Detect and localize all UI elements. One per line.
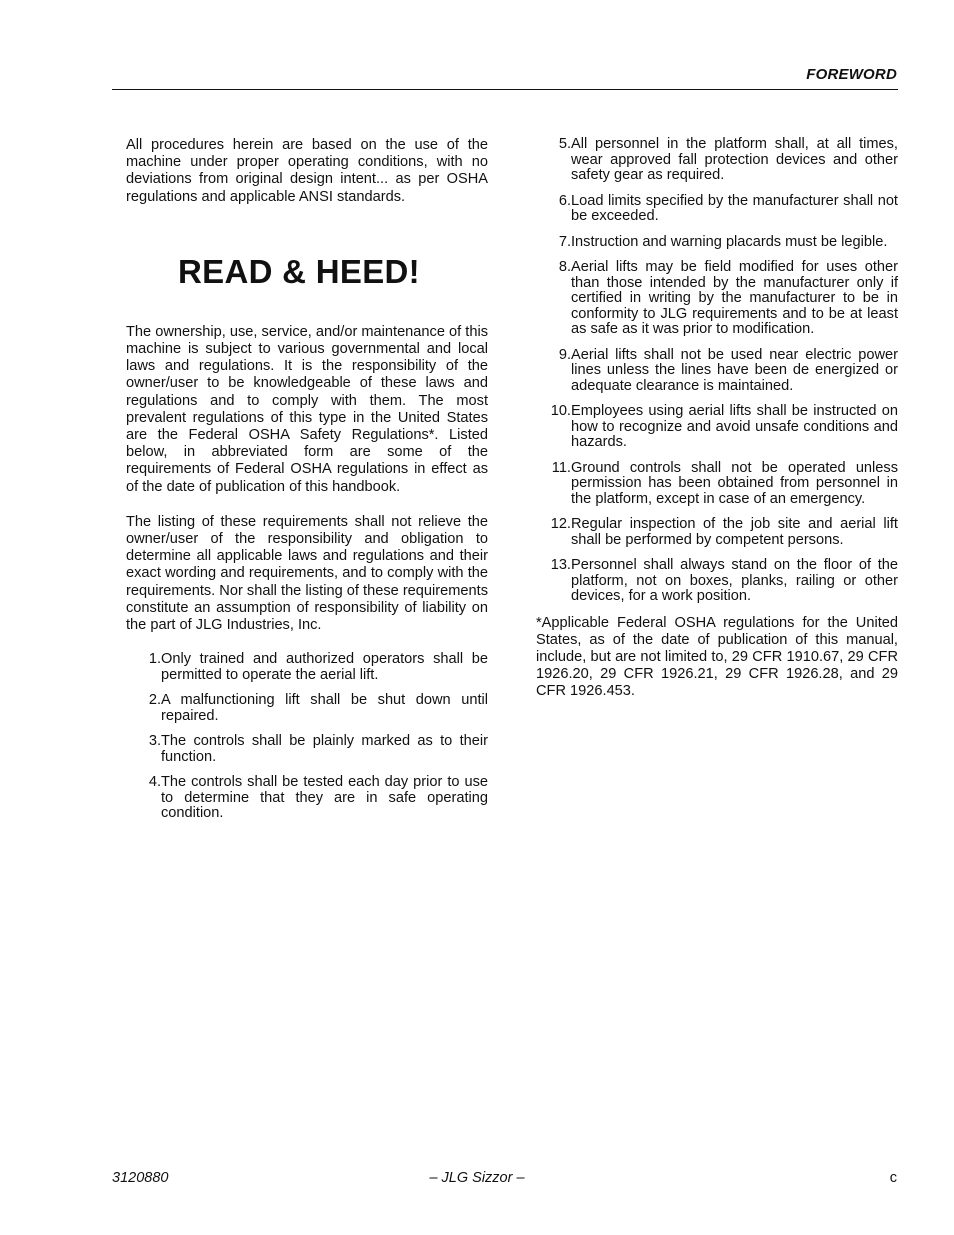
list-item [536, 404, 898, 451]
list-item-text: All personnel in the platform shall, at all times, wear approved fall protection devices and other safety gear as required. [571, 136, 898, 183]
list-item [536, 558, 898, 605]
listing-paragraph: The listing of these requirements shall not relieve the owner/user of the responsibility and obligation to determine all applicable laws and regulations and their exact wording and requirements, and to comply with the requirements. Nor shall the listing of these requirements constitute an assumption of responsibility of liability on the part of JLG Industries, Inc. [126, 513, 488, 634]
list-item-text: Personnel shall always stand on the floor of the platform, not on boxes, planks, railing or other devices, for a work position. [571, 557, 898, 604]
list-item [536, 461, 898, 508]
list-item-number: 11. [551, 459, 571, 476]
list-item-number: 4. [148, 774, 161, 791]
list-item-text: The controls shall be plainly marked as to their function. [161, 733, 488, 765]
list-item-text: Aerial lifts shall not be used near electric power lines unless the lines have been de energized or adequate clearance is maintained. [571, 346, 898, 394]
list-item [536, 517, 898, 548]
list-item [126, 652, 488, 683]
list-item-text: A malfunctioning lift shall be shut down until repaired. [161, 692, 488, 724]
list-item [536, 348, 898, 395]
list-item [536, 235, 898, 251]
footer-product-name: – JLG Sizzor – [429, 1170, 525, 1186]
left-column [126, 137, 488, 832]
list-item-text: Regular inspection of the job site and aerial lift shall be performed by competent persons. [571, 516, 898, 548]
list-item-number: 2. [148, 692, 161, 709]
requirements-list-right [536, 137, 898, 605]
list-item-text: Employees using aerial lifts shall be instructed on how to recognize and avoid unsafe conditions and hazards. [571, 403, 898, 450]
footer-page-number: c [889, 1170, 897, 1186]
list-item-text: The controls shall be tested each day prior to use to determine that they are in safe operating condition. [161, 774, 488, 822]
list-item [536, 194, 898, 225]
osha-footnote: *Applicable Federal OSHA regulations for the United States, as of the date of publication of this manual, include, but are not limited to, 29 CFR 1910.67, 29 CFR 1926.20, 29 CFR 1926.21, 29 CFR 1926.28, and 29 CFR 1926.453. [536, 614, 898, 700]
footer-doc-number: 3120880 [112, 1170, 169, 1186]
list-item-text: Load limits specified by the manufacturer shall not be exceeded. [571, 192, 898, 224]
list-item-number: 13. [550, 557, 571, 573]
list-item-number: 7. [558, 233, 571, 250]
list-item-text: Aerial lifts may be field modified for uses other than those intended by the manufacturer only if certified in writing by the manufacturer to be in conformity to JLG requirements and to be at least as safe as it was prior to modification. [571, 259, 898, 337]
header-divider [112, 89, 898, 90]
list-item-number: 10. [550, 403, 571, 419]
list-item [536, 137, 898, 184]
right-column [536, 137, 898, 719]
page-heading: READ & HEED! [178, 252, 420, 290]
list-item-number: 9. [558, 346, 571, 363]
list-item [126, 734, 488, 765]
list-item-text: Only trained and authorized operators shall be permitted to operate the aerial lift. [161, 651, 488, 683]
ownership-paragraph: The ownership, use, service, and/or maintenance of this machine is subject to various governmental and local laws and regulations. It is the responsibility of the owner/user to be knowledgeable of these laws and regulations and to comply with them. The most prevalent regulations of this type in the United States are the Federal OSHA Safety Regulations*. Listed below, in abbreviated form are some of the requirements of Federal OSHA regulations in effect as of the date of publication of this handbook. [126, 323, 488, 495]
section-title: FOREWORD [806, 66, 897, 83]
list-item-number: 1. [148, 651, 161, 668]
list-item-number: 5. [558, 136, 571, 152]
list-item-number: 3. [148, 733, 161, 750]
list-item [126, 693, 488, 724]
list-item-text: Ground controls shall not be operated unless permission has been obtained from personnel in the platform, except in case of an emergency. [571, 459, 898, 507]
intro-paragraph: All procedures herein are based on the use of the machine under proper operating conditions, with no deviations from original design intent... as per OSHA regulations and applicable ANSI standards. [126, 137, 488, 205]
list-item-number: 6. [558, 192, 571, 209]
requirements-list-left [126, 652, 488, 822]
list-item-number: 8. [558, 259, 571, 275]
list-item [536, 260, 898, 338]
list-item [126, 775, 488, 822]
list-item-text: Instruction and warning placards must be legible. [571, 233, 888, 250]
list-item-number: 12. [550, 516, 571, 532]
